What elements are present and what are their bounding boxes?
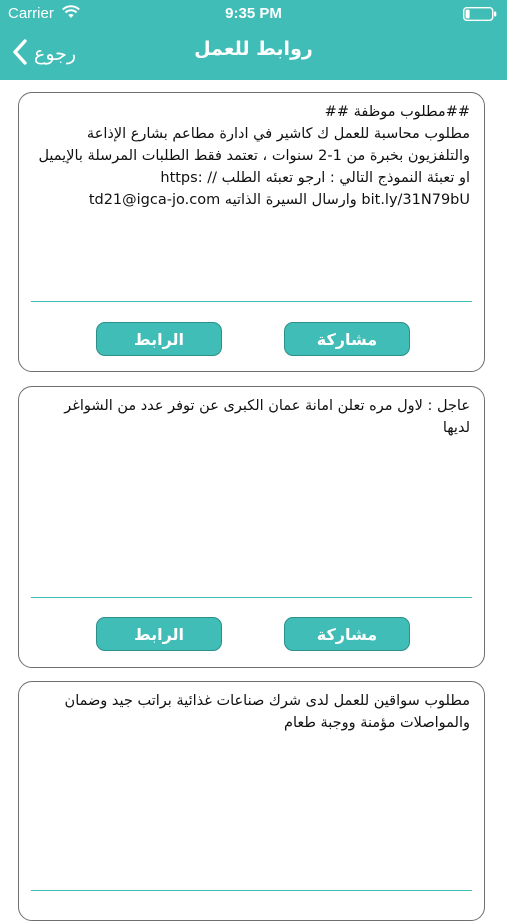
post-text: مطلوب سواقين للعمل لدى شرك صناعات غذائية براتب جيد وضمان والمواصلات مؤمنة ووجبة طعام: [59, 693, 470, 731]
nav-bar: [0, 28, 507, 80]
post-text: ##مطلوب موظفة ## مطلوب محاسبة للعمل ك كاشير في ادارة مطاعم بشارع الإذاعة والتلفزيون بخبرة من 1-2 سنوات ، تعتمد فقط الطلبات المرسلة بالإيميل او تعبئة النموذج التالي : ارجو تعبئه الطلب // https‪: bit.ly/31N79bU وارسال السيرة الذاتيه td21@igca-jo.com: [38, 104, 470, 208]
post-card: [18, 681, 485, 921]
battery-icon: [463, 7, 497, 21]
post-card: [18, 386, 485, 668]
post-card: [18, 92, 485, 372]
status-bar: [0, 0, 507, 28]
back-label: رجوع: [34, 43, 77, 65]
post-text: عاجل : لاول مره تعلن امانة عمان الكبرى عن توفر عدد من الشواغر لديها: [59, 398, 470, 436]
share-button[interactable]: مشاركة: [284, 322, 410, 356]
link-button[interactable]: الرابط: [96, 617, 222, 651]
clock: 9:35 PM: [225, 5, 282, 22]
divider: [31, 890, 472, 891]
link-button[interactable]: الرابط: [96, 322, 222, 356]
page-title: روابط للعمل: [194, 38, 313, 60]
divider: [31, 301, 472, 302]
divider: [31, 597, 472, 598]
carrier-label: Carrier: [8, 5, 54, 22]
share-button[interactable]: مشاركة: [284, 617, 410, 651]
